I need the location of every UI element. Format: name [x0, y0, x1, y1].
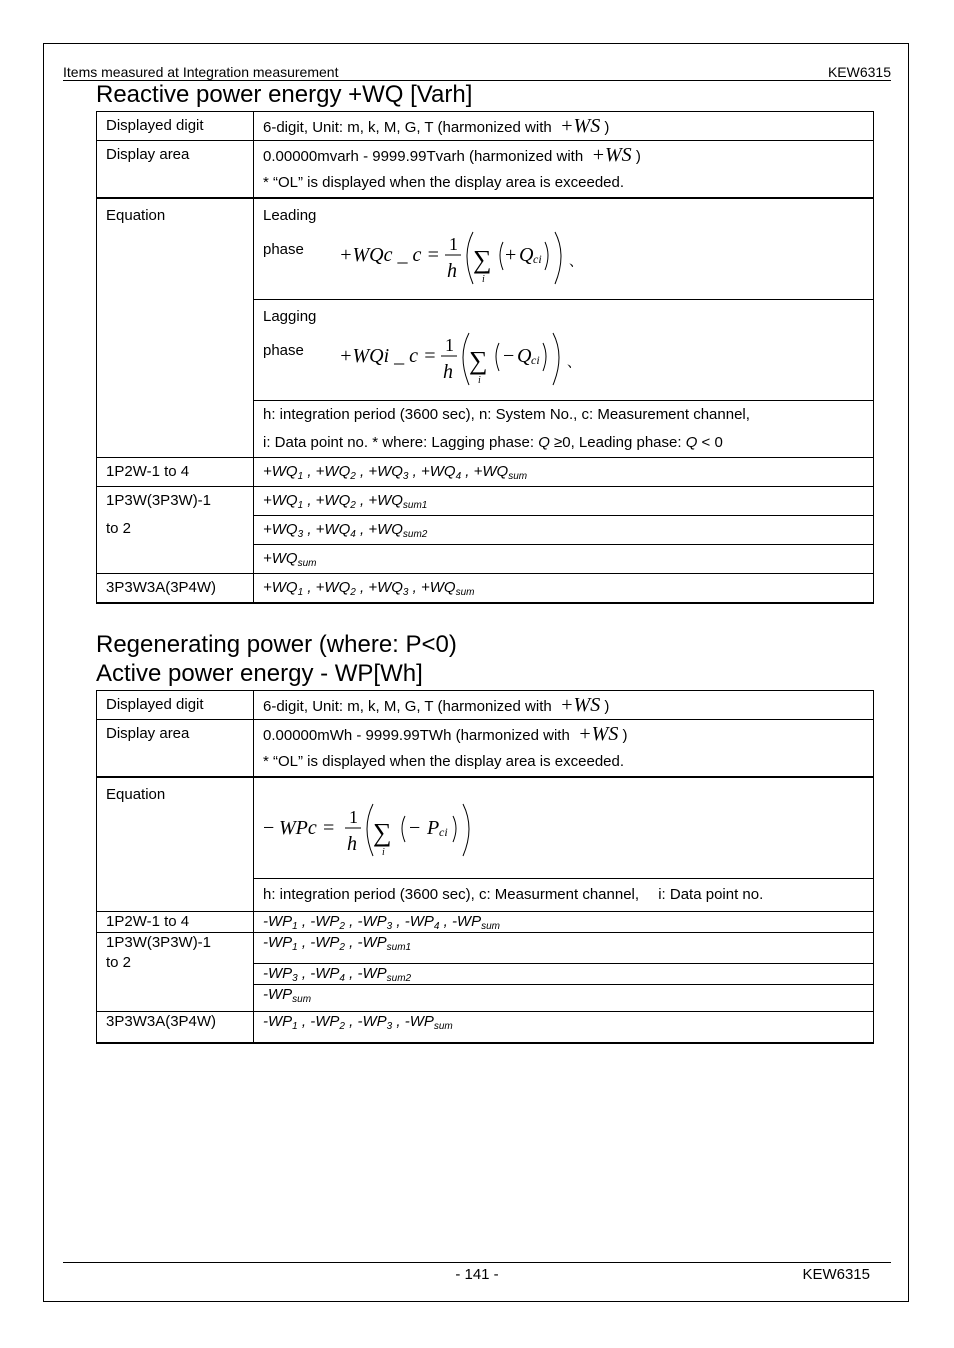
s1-leading-equation: Leading phase +WQc _ c = 1 h ∑ i + Q ci 、: [254, 198, 874, 300]
s1-row1-label: 1P2W-1 to 4: [97, 458, 254, 487]
svg-text:ci: ci: [531, 353, 540, 367]
s2-equation-note: h: integration period (3600 sec), c: Measurment channel, i: Data point no.: [254, 879, 874, 912]
s2-row1-values: $-WP_1$ , $-WP_2$ , $-WP_3$ , $-WP_4$ , $-WP_{sum}$: [254, 912, 874, 933]
s1-equation-note: h: integration period (3600 sec), n: System No., c: Measurement channel, i: Data point no. * where: Lagging phase: Q ≥0, Leading phase: Q < 0: [254, 401, 874, 458]
svg-text:1: 1: [449, 234, 458, 254]
svg-text:ci: ci: [533, 252, 542, 266]
header-left: Items measured at Integration measurement: [63, 64, 339, 80]
s2-digit-value: 6-digit, Unit: m, k, M, G, T (harmonized with +WS ): [254, 691, 874, 720]
s1-row3-label: 3P3W3A(3P4W): [97, 574, 254, 604]
svg-text:−: −: [409, 817, 421, 839]
section1-title: Reactive power energy +WQ [Varh]: [96, 81, 473, 108]
s1-lagging-equation: Lagging phase +WQi _ c = 1 h ∑ i − Q ci 、: [254, 300, 874, 401]
svg-text:+: +: [505, 244, 517, 266]
svg-text:、: 、: [569, 255, 583, 270]
svg-text:∑: ∑: [469, 346, 488, 375]
svg-text:i: i: [482, 274, 485, 285]
ws-symbol: +WS: [560, 115, 601, 137]
s2-row2-values-c: $-WP_{sum}$: [254, 985, 874, 1012]
ol-note: * “OL” is displayed when the display area is exceeded.: [263, 753, 625, 770]
s1-row2-values-c: $+WQ_{sum}$: [254, 545, 874, 574]
svg-text:P: P: [427, 817, 440, 839]
s2-row3-label: 3P3W3A(3P4W): [97, 1012, 254, 1044]
footer-rule: [63, 1262, 891, 1263]
ws-symbol: +WS: [591, 144, 632, 166]
s2-equation: [254, 777, 874, 879]
s1-row2-label: 1P3W(3P3W)-1 to 2: [97, 487, 254, 574]
svg-text:WPc =: WPc =: [279, 817, 336, 839]
section2-title1: Regenerating power (where: P<0): [96, 631, 457, 658]
svg-text:i: i: [382, 847, 385, 858]
ws-symbol: +WS: [578, 723, 619, 745]
section2-table: [96, 690, 874, 1044]
svg-text:i: i: [478, 375, 481, 386]
s1-area-label: Display area: [97, 141, 254, 199]
svg-text:Q: Q: [517, 345, 532, 367]
s1-digit-value: 6-digit, Unit: m, k, M, G, T (harmonized with +WS ): [254, 112, 874, 141]
svg-text:+WQi _ c =: +WQi _ c =: [339, 345, 437, 367]
lagging-formula: [333, 331, 593, 395]
ws-symbol: +WS: [560, 694, 601, 716]
s2-row3-values: $-WP_1$ , $-WP_2$ , $-WP_3$ , $-WP_{sum}$: [254, 1012, 874, 1044]
svg-text:h: h: [347, 833, 357, 855]
svg-text:−: −: [503, 345, 515, 367]
svg-text:∑: ∑: [473, 245, 492, 274]
svg-text:Q: Q: [519, 244, 534, 266]
footer-right: KEW6315: [802, 1266, 870, 1283]
svg-text:、: 、: [567, 356, 581, 371]
svg-text:h: h: [447, 260, 457, 282]
s2-row2-values-b: $-WP_3$ , $-WP_4$ , $-WP_{sum2}$: [254, 964, 874, 985]
wp-formula: [263, 796, 503, 876]
s2-area-value: 0.00000mWh - 9999.99TWh (harmonized with +WS ) * “OL” is displayed when the display area is exceeded.: [254, 720, 874, 778]
s2-row2-label: 1P3W(3P3W)-1 to 2: [97, 933, 254, 1012]
s1-row1-values: $+WQ_1$ , $+WQ_2$ , $+WQ_3$ , $+WQ_4$ , $+WQ_{sum}$: [254, 458, 874, 487]
header-right: KEW6315: [827, 64, 891, 80]
svg-text:−: −: [263, 817, 275, 839]
page-number: - 141 -: [455, 1266, 499, 1283]
svg-text:∑: ∑: [373, 818, 392, 847]
svg-text:1: 1: [349, 807, 358, 827]
s1-equation-label: Equation: [97, 198, 254, 458]
s1-row2-values-a: $+WQ_1$ , $+WQ_2$ , $+WQ_{sum1}$: [254, 487, 874, 516]
s1-area-value: 0.00000mvarh - 9999.99Tvarh (harmonized with +WS ) * “OL” is displayed when the display area is exceeded.: [254, 141, 874, 199]
svg-text:h: h: [443, 361, 453, 383]
s2-digit-label: Displayed digit: [97, 691, 254, 720]
svg-text:1: 1: [445, 335, 454, 355]
s2-area-label: Display area: [97, 720, 254, 778]
section2-title2: Active power energy - WP[Wh]: [96, 660, 423, 687]
svg-text:ci: ci: [439, 825, 448, 839]
s1-digit-label: Displayed digit: [97, 112, 254, 141]
section1-table: [96, 111, 874, 604]
s1-row2-values-b: $+WQ_3$ , $+WQ_4$ , $+WQ_{sum2}$: [254, 516, 874, 545]
s2-equation-label: Equation: [97, 777, 254, 912]
ol-note: * “OL” is displayed when the display area is exceeded.: [263, 174, 625, 191]
s2-row1-label: 1P2W-1 to 4: [97, 912, 254, 933]
s2-row2-values-a: $-WP_1$ , $-WP_2$ , $-WP_{sum1}$: [254, 933, 874, 964]
s1-row3-values: $+WQ_1$ , $+WQ_2$ , $+WQ_3$ , $+WQ_{sum}$: [254, 574, 874, 604]
svg-text:+WQc _ c =: +WQc _ c =: [339, 244, 440, 266]
leading-formula: [333, 230, 593, 294]
